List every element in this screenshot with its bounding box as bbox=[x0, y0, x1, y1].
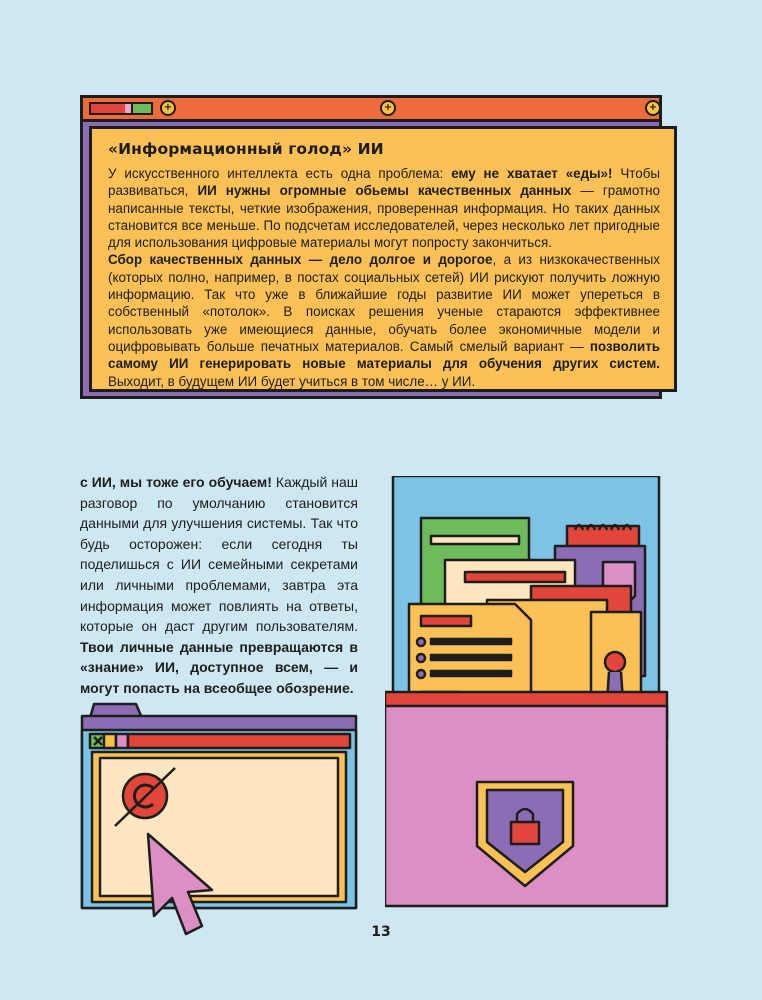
infobox-title: «Информационный голод» ИИ bbox=[108, 140, 384, 158]
info-window bbox=[80, 95, 662, 399]
screw-icon: + bbox=[380, 100, 396, 116]
text-run-bold: ему не хватает «еды»! bbox=[451, 166, 613, 181]
text-run-bold: Сбор качественных данных — дело долгое и дорогое bbox=[108, 252, 493, 268]
browser-window-illustration bbox=[80, 696, 360, 958]
text-run-bold: ИИ нужны огромные обьемы качественных данных bbox=[197, 183, 572, 199]
lock-icon bbox=[511, 822, 539, 844]
screw-icon: + bbox=[645, 100, 661, 116]
text-run: — грамотно написанные тексты, четкие изображения, проверенная информация. Но таких данных становится все меньше. По подсчетам исследователей, через несколько лет пригодные для использования цифровые материалы могут попросту закончиться. bbox=[108, 183, 660, 251]
window-meter-icon bbox=[89, 102, 153, 115]
text-run: , а из низкокачественных (которых полно, например, в постах социальных сетей) ИИ рискуют получить ложную информацию. Так что уже в ближайшие годы развитие ИИ может упереться в собственный «потолок». В поисках решения ученые стараются эффективнее использовать уже имеющиеся данные, обучать более экономичные модели и оцифровывать больше печатных материалов. Самый смелый вариант — bbox=[108, 252, 660, 354]
infobox-paragraph-1 bbox=[108, 165, 660, 251]
text-run: Чтобы развиваться, bbox=[108, 166, 661, 199]
award-ribbon-icon bbox=[605, 652, 625, 672]
infobox-paragraph-2 bbox=[108, 251, 660, 389]
text-run-bold: позволить самому ИИ генерировать новые материалы для обучения других систем. bbox=[108, 338, 660, 372]
text-run-bold: с ИИ, мы тоже его обучаем! bbox=[80, 474, 272, 490]
screw-icon: + bbox=[160, 100, 176, 116]
text-run: У искусственного интеллекта есть одна проблема: bbox=[108, 166, 452, 181]
text-run: Выходит, в будущем ИИ будет учиться в том числе… у ИИ. bbox=[108, 373, 476, 389]
page-number: 13 bbox=[371, 924, 391, 940]
text-run-bold: Твои личные данные превращаются в «знание» ИИ, доступное всем, — и могут попасть на всеобщее обозрение. bbox=[80, 638, 358, 696]
text-run: Каждый наш разговор по умолчанию становится данными для улучшения системы. Так что будь осторожен: если сегодня ты поделишься с ИИ семейными секретами или личными проблемами, завтра эта информация может повлиять на ответы, которые он даст другим пользователям. bbox=[80, 474, 358, 635]
data-box-illustration bbox=[385, 476, 675, 908]
info-window-body bbox=[89, 126, 677, 392]
maximize-icon bbox=[116, 734, 128, 748]
window-title-bar bbox=[83, 98, 659, 122]
body-paragraph bbox=[80, 472, 358, 699]
minimize-icon bbox=[104, 734, 116, 748]
